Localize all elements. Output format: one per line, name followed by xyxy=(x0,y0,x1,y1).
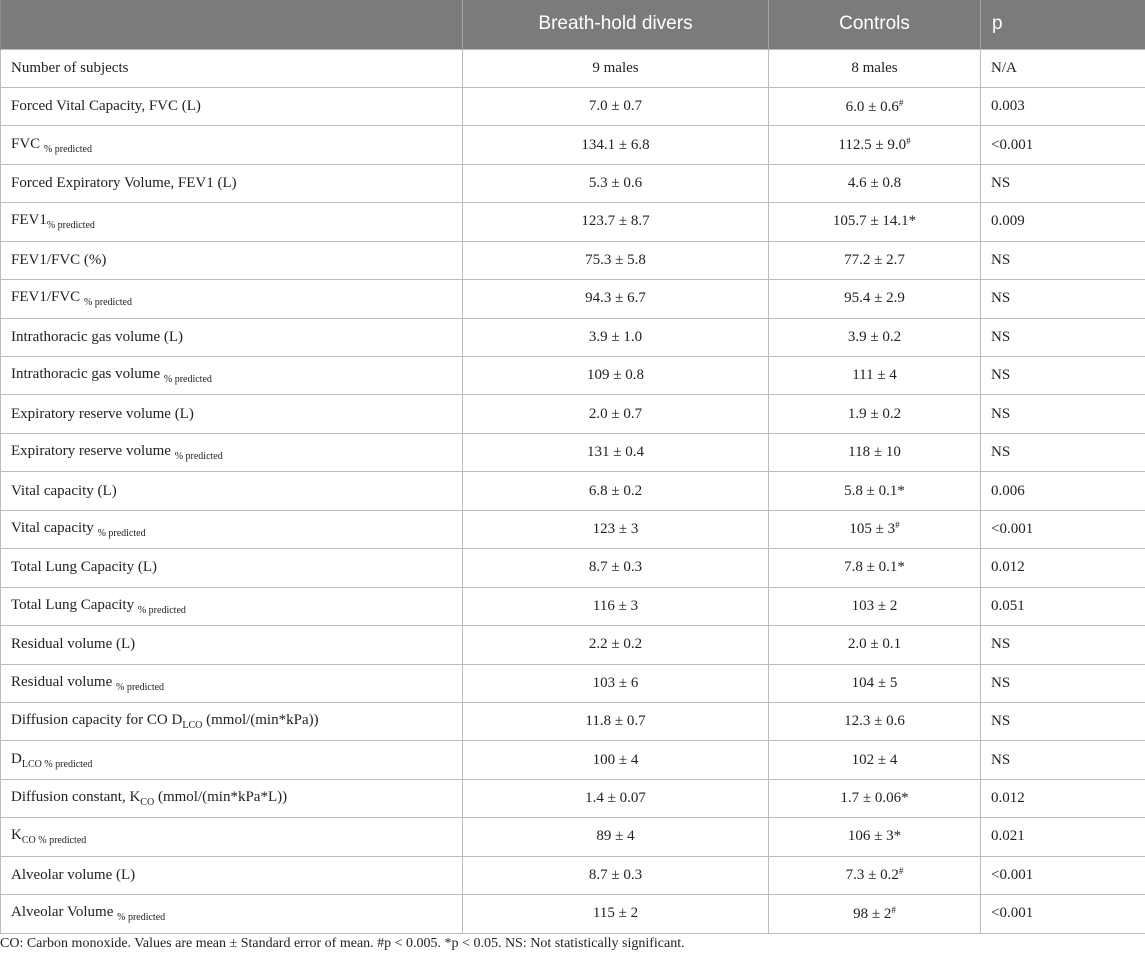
variable-label: Alveolar Volume xyxy=(11,904,118,921)
cell-p-value: 0.051 xyxy=(981,587,1145,625)
cell-p-value: NS xyxy=(981,164,1145,202)
table-row xyxy=(1,49,1145,87)
cell-controls xyxy=(769,895,981,933)
variable-label: Total Lung Capacity (L) xyxy=(11,559,157,576)
controls-value: 1.7 ± 0.06* xyxy=(840,790,909,807)
variable-subscript: % predicted xyxy=(116,681,165,693)
variable-subscript: % predicted xyxy=(97,527,146,539)
cell-controls xyxy=(769,856,981,894)
cell-breath-hold-divers: 75.3 ± 5.8 xyxy=(463,241,769,279)
controls-value: 1.9 ± 0.2 xyxy=(847,405,902,422)
cell-variable xyxy=(1,241,463,279)
cell-breath-hold-divers: 123 ± 3 xyxy=(463,510,769,548)
controls-value: 6.0 ± 0.6 xyxy=(845,98,899,115)
cell-p-value: 0.012 xyxy=(981,549,1145,587)
variable-label: Residual volume (L) xyxy=(11,636,136,653)
cell-p-value: 0.021 xyxy=(981,818,1145,856)
variable-unit: (mmol/(min*kPa)) xyxy=(202,712,319,729)
cell-p-value: NS xyxy=(981,433,1145,471)
table-row xyxy=(1,87,1145,125)
cell-p-value: 0.012 xyxy=(981,779,1145,817)
cell-variable xyxy=(1,664,463,702)
cell-controls xyxy=(769,472,981,510)
cell-variable xyxy=(1,280,463,318)
table-row xyxy=(1,472,1145,510)
variable-label: D xyxy=(11,750,22,767)
table-row xyxy=(1,203,1145,241)
cell-controls xyxy=(769,779,981,817)
cell-variable xyxy=(1,895,463,933)
cell-variable xyxy=(1,318,463,356)
controls-value: 7.3 ± 0.2 xyxy=(845,867,899,884)
table-row xyxy=(1,241,1145,279)
variable-label: Vital capacity xyxy=(11,519,98,536)
cell-controls xyxy=(769,549,981,587)
cell-breath-hold-divers: 9 males xyxy=(463,49,769,87)
table-row xyxy=(1,433,1145,471)
cell-variable xyxy=(1,472,463,510)
variable-subscript: CO xyxy=(140,797,155,809)
variable-label: Forced Vital Capacity, FVC (L) xyxy=(11,98,201,115)
variable-label: FVC xyxy=(11,135,44,152)
table-row xyxy=(1,779,1145,817)
variable-label: Forced Expiratory Volume, FEV1 (L) xyxy=(11,175,237,192)
cell-p-value: <0.001 xyxy=(981,895,1145,933)
controls-value: 105 ± 3 xyxy=(849,521,896,538)
cell-variable xyxy=(1,49,463,87)
cell-variable xyxy=(1,779,463,817)
table-row xyxy=(1,510,1145,548)
controls-value: 5.8 ± 0.1* xyxy=(844,482,905,499)
variable-subscript: LCO xyxy=(182,720,203,732)
cell-breath-hold-divers: 134.1 ± 6.8 xyxy=(463,126,769,164)
controls-value: 2.0 ± 0.1 xyxy=(847,636,902,653)
cell-controls xyxy=(769,395,981,433)
cell-controls xyxy=(769,741,981,779)
cell-controls xyxy=(769,626,981,664)
cell-breath-hold-divers: 7.0 ± 0.7 xyxy=(463,87,769,125)
variable-subscript: % predicted xyxy=(43,143,92,155)
cell-breath-hold-divers: 1.4 ± 0.07 xyxy=(463,779,769,817)
variable-unit: (mmol/(min*kPa*L)) xyxy=(154,789,288,806)
table-row xyxy=(1,626,1145,664)
variable-label: Alveolar volume (L) xyxy=(11,866,136,883)
controls-value: 98 ± 2 xyxy=(853,905,892,922)
cell-controls xyxy=(769,87,981,125)
cell-variable xyxy=(1,395,463,433)
cell-variable xyxy=(1,741,463,779)
controls-value: 111 ± 4 xyxy=(852,367,897,384)
cell-p-value: NS xyxy=(981,702,1145,740)
cell-breath-hold-divers: 94.3 ± 6.7 xyxy=(463,280,769,318)
controls-value: 3.9 ± 0.2 xyxy=(847,328,902,345)
header-breath-hold-divers: Breath-hold divers xyxy=(463,0,769,49)
cell-variable xyxy=(1,626,463,664)
controls-value: 7.8 ± 0.1* xyxy=(844,559,905,576)
controls-value: 102 ± 4 xyxy=(851,751,898,768)
variable-subscript: % predicted xyxy=(174,451,223,463)
table-row xyxy=(1,818,1145,856)
controls-value: 4.6 ± 0.8 xyxy=(847,175,902,192)
cell-p-value: <0.001 xyxy=(981,510,1145,548)
cell-breath-hold-divers: 2.0 ± 0.7 xyxy=(463,395,769,433)
cell-breath-hold-divers: 109 ± 0.8 xyxy=(463,357,769,395)
header-variable xyxy=(1,0,463,49)
cell-variable xyxy=(1,203,463,241)
cell-variable xyxy=(1,433,463,471)
header-p-value: p xyxy=(981,0,1145,49)
cell-controls xyxy=(769,203,981,241)
significance-mark: # xyxy=(895,520,900,531)
table-header xyxy=(1,0,1145,49)
cell-breath-hold-divers: 8.7 ± 0.3 xyxy=(463,856,769,894)
controls-value: 105.7 ± 14.1* xyxy=(832,213,917,230)
variable-label: Expiratory reserve volume xyxy=(11,443,175,460)
cell-p-value: NS xyxy=(981,395,1145,433)
table-row xyxy=(1,164,1145,202)
variable-label: Intrathoracic gas volume (L) xyxy=(11,328,184,345)
controls-value: 77.2 ± 2.7 xyxy=(844,251,905,268)
cell-p-value: N/A xyxy=(981,49,1145,87)
table-row xyxy=(1,587,1145,625)
cell-controls xyxy=(769,818,981,856)
cell-breath-hold-divers: 3.9 ± 1.0 xyxy=(463,318,769,356)
cell-variable xyxy=(1,549,463,587)
cell-variable xyxy=(1,856,463,894)
cell-variable xyxy=(1,702,463,740)
cell-breath-hold-divers: 115 ± 2 xyxy=(463,895,769,933)
cell-p-value: <0.001 xyxy=(981,856,1145,894)
cell-p-value: 0.009 xyxy=(981,203,1145,241)
cell-breath-hold-divers: 103 ± 6 xyxy=(463,664,769,702)
cell-p-value: NS xyxy=(981,626,1145,664)
cell-breath-hold-divers: 123.7 ± 8.7 xyxy=(463,203,769,241)
cell-breath-hold-divers: 100 ± 4 xyxy=(463,741,769,779)
cell-controls xyxy=(769,357,981,395)
cell-breath-hold-divers: 89 ± 4 xyxy=(463,818,769,856)
variable-label: Vital capacity (L) xyxy=(11,482,117,499)
cell-breath-hold-divers: 131 ± 0.4 xyxy=(463,433,769,471)
cell-controls xyxy=(769,587,981,625)
significance-mark: # xyxy=(898,866,904,877)
variable-label: Number of subjects xyxy=(11,59,129,76)
cell-p-value: NS xyxy=(981,241,1145,279)
significance-mark: # xyxy=(891,904,896,915)
cell-p-value: <0.001 xyxy=(981,126,1145,164)
variable-label: Diffusion capacity for CO D xyxy=(11,712,183,729)
cell-controls xyxy=(769,510,981,548)
variable-subscript: % predicted xyxy=(163,374,212,386)
cell-variable xyxy=(1,587,463,625)
variable-label: K xyxy=(11,827,22,844)
controls-value: 95.4 ± 2.9 xyxy=(844,290,905,307)
table-row xyxy=(1,126,1145,164)
table-row xyxy=(1,664,1145,702)
variable-label: FEV1/FVC xyxy=(11,289,84,306)
table-row xyxy=(1,395,1145,433)
table-row xyxy=(1,702,1145,740)
cell-variable xyxy=(1,164,463,202)
cell-p-value: NS xyxy=(981,741,1145,779)
cell-p-value: NS xyxy=(981,280,1145,318)
cell-breath-hold-divers: 8.7 ± 0.3 xyxy=(463,549,769,587)
significance-mark: # xyxy=(898,97,904,108)
variable-label: FEV1 xyxy=(11,212,47,229)
controls-value: 104 ± 5 xyxy=(851,674,898,691)
cell-breath-hold-divers: 6.8 ± 0.2 xyxy=(463,472,769,510)
variable-subscript: LCO % predicted xyxy=(21,758,93,770)
table-row xyxy=(1,357,1145,395)
table-body xyxy=(1,49,1145,933)
table-row xyxy=(1,856,1145,894)
variable-subscript: % predicted xyxy=(83,297,132,309)
variable-label: Total Lung Capacity xyxy=(11,596,138,613)
cell-variable xyxy=(1,510,463,548)
cell-p-value: NS xyxy=(981,664,1145,702)
controls-value: 103 ± 2 xyxy=(851,597,898,614)
variable-label: Diffusion constant, K xyxy=(11,789,141,806)
cell-variable xyxy=(1,357,463,395)
cell-p-value: 0.006 xyxy=(981,472,1145,510)
header-controls: Controls xyxy=(769,0,981,49)
table-row xyxy=(1,318,1145,356)
variable-label: FEV1/FVC (%) xyxy=(11,251,107,268)
cell-controls xyxy=(769,164,981,202)
variable-subscript: % predicted xyxy=(117,912,166,924)
table-row xyxy=(1,549,1145,587)
cell-variable xyxy=(1,126,463,164)
cell-controls xyxy=(769,433,981,471)
variable-label: Expiratory reserve volume (L) xyxy=(11,405,194,422)
cell-p-value: NS xyxy=(981,318,1145,356)
significance-mark: # xyxy=(906,136,911,147)
cell-controls xyxy=(769,126,981,164)
table-footnote: CO: Carbon monoxide. Values are mean ± Standard error of mean. #p < 0.005. *p < 0.05. NS: Not statistically significant. xyxy=(0,936,685,951)
controls-value: 106 ± 3* xyxy=(847,828,902,845)
cell-breath-hold-divers: 116 ± 3 xyxy=(463,587,769,625)
controls-value: 118 ± 10 xyxy=(848,444,901,461)
cell-p-value: 0.003 xyxy=(981,87,1145,125)
cell-controls xyxy=(769,49,981,87)
table-row xyxy=(1,895,1145,933)
cell-variable xyxy=(1,87,463,125)
cell-controls xyxy=(769,702,981,740)
variable-subscript: % predicted xyxy=(46,220,95,232)
cell-controls xyxy=(769,280,981,318)
variable-label: Intrathoracic gas volume xyxy=(11,366,164,383)
cell-breath-hold-divers: 2.2 ± 0.2 xyxy=(463,626,769,664)
table-row xyxy=(1,741,1145,779)
variable-subscript: CO % predicted xyxy=(21,835,87,847)
cell-variable xyxy=(1,818,463,856)
cell-breath-hold-divers: 5.3 ± 0.6 xyxy=(463,164,769,202)
cell-controls xyxy=(769,241,981,279)
cell-controls xyxy=(769,664,981,702)
variable-label: Residual volume xyxy=(11,673,116,690)
variable-subscript: % predicted xyxy=(137,604,186,616)
header-row xyxy=(1,0,1145,49)
cell-breath-hold-divers: 11.8 ± 0.7 xyxy=(463,702,769,740)
controls-value: 8 males xyxy=(851,59,898,76)
table-row xyxy=(1,280,1145,318)
controls-value: 112.5 ± 9.0 xyxy=(838,137,907,154)
controls-value: 12.3 ± 0.6 xyxy=(844,713,905,730)
cell-p-value: NS xyxy=(981,357,1145,395)
cell-controls xyxy=(769,318,981,356)
